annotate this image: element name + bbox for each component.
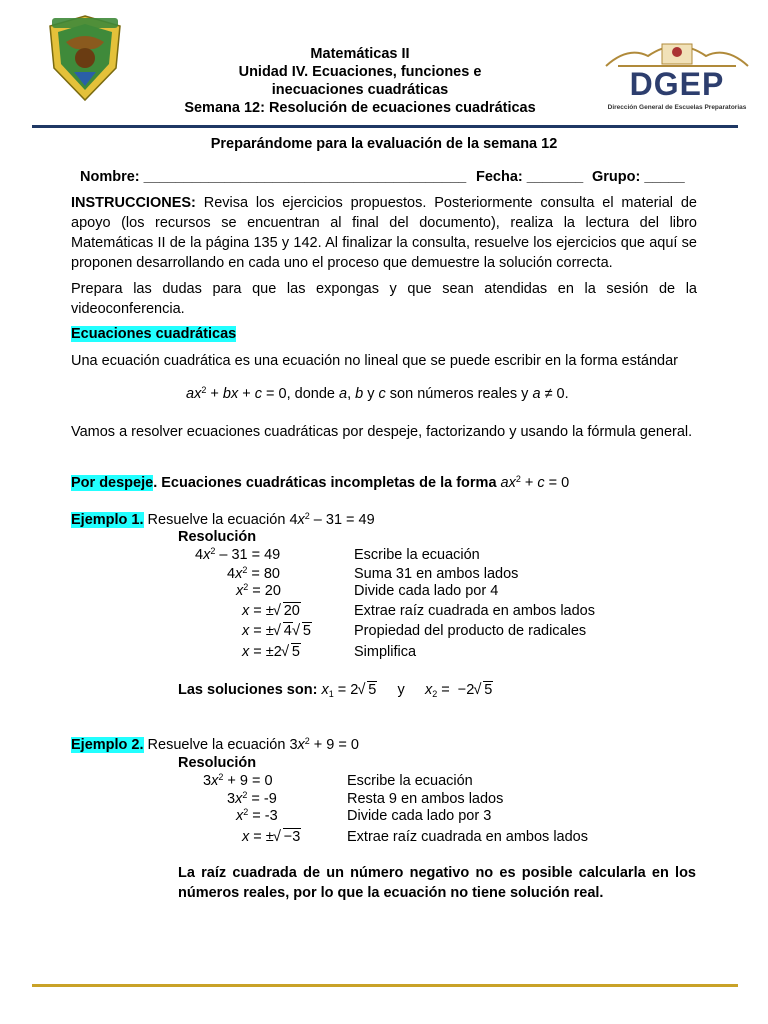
ex1-eq1: $4x^2 - 31 = 49$ bbox=[195, 546, 281, 563]
course-title: Matemáticas II bbox=[310, 46, 410, 62]
ex1-step2: Suma 31 en ambos lados bbox=[354, 566, 519, 582]
ex2-eq2: $3x^2 = -9$ bbox=[227, 790, 277, 807]
ex1-step4: Extrae raíz cuadrada en ambos lados bbox=[354, 603, 595, 619]
dgep-wordmark: DGEP bbox=[629, 66, 725, 102]
ex1-eq3: $x^2 = 20$ bbox=[236, 582, 281, 599]
university-seal-logo bbox=[44, 12, 126, 102]
prepare-paragraph: Prepara las dudas para que las expongas y que sean atendidas en la sesión de la videoconferencia. bbox=[71, 281, 697, 317]
unit-title: Unidad IV. Ecuaciones, funciones e bbox=[238, 64, 482, 80]
ex1-solutions: Las soluciones son: $x_1 = 2√$ 5 y $x_2 = -2√$ 5 bbox=[178, 682, 493, 698]
footer-divider bbox=[32, 984, 738, 987]
ex1-step5: Propiedad del producto de radicales bbox=[354, 623, 587, 639]
header-divider bbox=[32, 125, 738, 128]
ex2-conclusion: La raíz cuadrada de un número negativo no es posible calcularla en los números reales, por lo que la ecuación no tiene solución real. bbox=[178, 865, 696, 901]
ex1-step3: Divide cada lado por 4 bbox=[354, 583, 499, 599]
instructions-paragraph bbox=[71, 193, 697, 273]
ex2-step3: Divide cada lado por 3 bbox=[347, 808, 492, 824]
dgep-caption: Dirección General de Escuelas Preparatorias bbox=[607, 104, 747, 111]
instructions-label: INSTRUCCIONES: bbox=[71, 195, 196, 211]
ex2-step1: Escribe la ecuación bbox=[347, 773, 473, 789]
ex1-eq6: x = ±2√ 5 bbox=[242, 644, 301, 660]
date-field: Fecha: _______ bbox=[476, 169, 584, 185]
ex1-step6: Simplifica bbox=[354, 644, 417, 660]
example1-statement: Ejemplo 1. Resuelve la ecuación $4x^2 - 31 = 49$ bbox=[71, 511, 375, 528]
example1-resolucion: Resolución bbox=[178, 529, 257, 545]
instructions-text: Revisa los ejercicios propuestos. Posteriormente consulta el material de apoyo (los recursos se encuentran al final del documento), realiza la lectura del libro Matemáticas II de la página 135 y 142. Al finalizar la consulta, resuelve los ejercicios que aquí se proponen desarrollando en cada uno el proceso que demuestre la solución correcta. bbox=[71, 195, 697, 271]
dgep-logo bbox=[598, 36, 756, 118]
week-title: Semana 12: Resolución de ecuaciones cuadráticas bbox=[184, 100, 536, 116]
group-field: Grupo: _____ bbox=[592, 169, 685, 185]
methods-paragraph: Vamos a resolver ecuaciones cuadráticas por despeje, factorizando y usando la fórmula general. bbox=[71, 424, 693, 440]
ex2-eq1: $3x^2 + 9 = 0$ bbox=[203, 772, 273, 789]
ex1-eq5: x = ±√ 4√ 5 bbox=[242, 623, 312, 639]
ex2-eq3: $x^2 = -3$ bbox=[236, 807, 278, 824]
ex1-step1: Escribe la ecuación bbox=[354, 547, 480, 563]
section-heading: Ecuaciones cuadráticas bbox=[71, 326, 237, 342]
despeje-heading: Por despeje. Ecuaciones cuadráticas incompletas de la forma $ax^2 + c = 0$ bbox=[71, 474, 570, 491]
ex1-eq4: x = ±√ 20 bbox=[242, 603, 301, 619]
ex2-eq4: x = ±√ −3 bbox=[242, 829, 301, 845]
example2-statement: Ejemplo 2. Resuelve la ecuación $3x^2 + 9 = 0$ bbox=[71, 736, 359, 753]
building-icon bbox=[598, 36, 756, 70]
ex1-eq2: $4x^2 = 80$ bbox=[227, 565, 280, 582]
name-field: Nombre: ________________________________________ bbox=[80, 169, 467, 185]
ex2-step4: Extrae raíz cuadrada en ambos lados bbox=[347, 829, 588, 845]
unit-title-cont: inecuaciones cuadráticas bbox=[271, 82, 449, 98]
definition-text: Una ecuación cuadrática es una ecuación no lineal que se puede escribir en la forma estándar bbox=[71, 353, 678, 369]
example2-resolucion: Resolución bbox=[178, 755, 257, 771]
ex2-step2: Resta 9 en ambos lados bbox=[347, 791, 504, 807]
standard-form-formula: $ax^2$ + bx + c = 0, donde a, b y c son números reales y a ≠ 0. bbox=[186, 385, 569, 402]
page-subtitle: Preparándome para la evaluación de la semana 12 bbox=[210, 136, 558, 152]
